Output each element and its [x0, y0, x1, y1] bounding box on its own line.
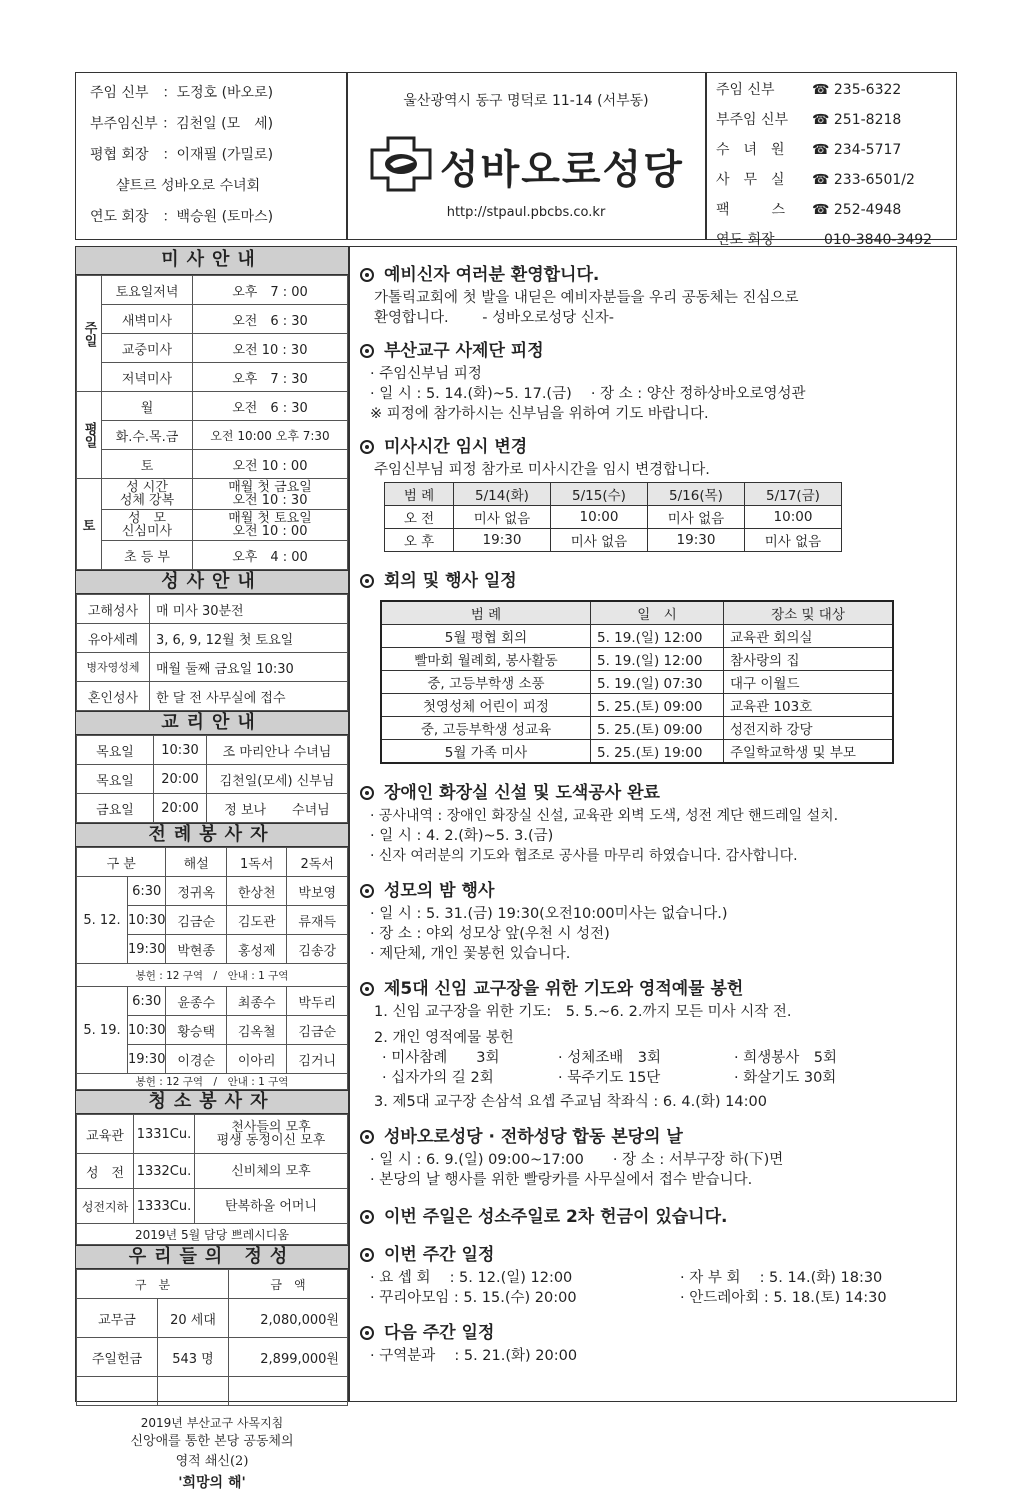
nextweek-line: · 구역분과 : 5. 21.(화) 20:00 [370, 1348, 578, 1364]
liturgy-person: 김금순 [166, 906, 227, 935]
mt-cell: 19:30 [648, 529, 745, 552]
offering-amount: 2,899,000원 [229, 1338, 348, 1377]
sacrament-name: 고해성사 [77, 595, 150, 624]
liturgy-person: 류재득 [287, 906, 348, 935]
mt-head: 5/15(수) [551, 483, 648, 506]
ev-time: 5. 25.(토) 09:00 [591, 694, 724, 717]
cleaning-place: 교육관 [77, 1115, 134, 1154]
bullet-icon [360, 1248, 374, 1262]
liturgy-note: 봉헌 : 12 구역 / 안내 : 1 구역 [77, 964, 348, 987]
liturgy-date: 5. 19. [77, 987, 128, 1074]
bullet-icon [360, 440, 374, 454]
cate-teacher: 김천일(모세) 신부님 [207, 765, 348, 794]
bishop-line: 1. 신임 교구장을 위한 기도: 5. 5.~6. 2.까지 모든 미사 시작 전. [374, 1004, 792, 1020]
mass-name: 저녁미사 [102, 363, 193, 392]
offering-title: 우리들의 정성 [76, 1245, 348, 1269]
ev-name: 첫영성체 어린이 피정 [381, 694, 591, 717]
offering-table [76, 1269, 348, 1406]
liturgy-person: 한상천 [226, 877, 287, 906]
offering-count: 20 세대 [158, 1299, 229, 1338]
bishop-line: 2. 개인 영적예물 봉헌 [374, 1030, 514, 1046]
contact-row: 사 무 실 ☎ 233-6501/2 [716, 165, 952, 195]
liturgy-person: 김옥철 [226, 1016, 287, 1045]
sacrament-name: 혼인성사 [77, 682, 150, 711]
liturgy-time: 19:30 [128, 935, 166, 964]
bullet-icon [360, 268, 374, 282]
mass-time: 오후 7 : 00 [193, 276, 348, 305]
mass-name: 초 등 부 [102, 541, 193, 570]
ev-time: 5. 19.(일) 12:00 [591, 625, 724, 648]
church-url[interactable]: http://stpaul.pbcbs.co.kr [446, 205, 606, 220]
contact-value: ☎ 235-6322 [812, 82, 902, 98]
liturgy-person: 박두리 [287, 987, 348, 1016]
contact-row: 수 녀 원 ☎ 234-5717 [716, 135, 952, 165]
mass-name: 새벽미사 [102, 305, 193, 334]
liturgy-head: 해설 [166, 848, 227, 877]
marian-line: · 제단체, 개인 꽃봉헌 있습니다. [370, 946, 571, 962]
section-heading: 예비신자 여러분 환영합니다. [360, 262, 950, 288]
mass-time: 오후 7 : 30 [193, 363, 348, 392]
liturgy-person: 황승택 [166, 1016, 227, 1045]
mass-name: 성 시간 성체 강복 [102, 479, 193, 510]
mass-time: 오전 6 : 30 [193, 392, 348, 421]
sacrament-info: 매월 둘째 금요일 10:30 [150, 653, 348, 682]
mass-time: 오전 10 : 30 [193, 334, 348, 363]
mass-time: 오전 10:00 오후 7:30 [193, 421, 348, 450]
cleaning-pr: 신비체의 모후 [195, 1154, 348, 1189]
motto [76, 1406, 348, 1494]
church-logo [370, 136, 432, 192]
liturgy-person: 김송강 [287, 935, 348, 964]
sacrament-title: 성사안내 [76, 570, 348, 594]
staff-pastor: 주임 신부 ：도정호 (바오로) [90, 85, 274, 101]
cleaning-note: 2019년 5월 담당 쁘레시디움 [77, 1224, 348, 1245]
thisweek-row: · 꾸리아모임 : 5. 15.(수) 20:00 · 안드레아회 : 5. 18.(토) 14:30 [370, 1290, 887, 1306]
mt-cell: 미사 없음 [454, 506, 551, 529]
mt-cell: 미사 없음 [648, 506, 745, 529]
main-content [360, 262, 950, 1366]
offering-head: 구 분 [77, 1270, 229, 1299]
cleaning-cu: 1332Cu. [134, 1154, 195, 1189]
staff-associate: 부주임신부 ：김천일 (모 세) [90, 116, 274, 132]
marian-line: · 일 시 : 5. 31.(금) 19:30(오전10:00미사는 없습니다.) [370, 906, 728, 922]
gift-row: · 미사참례 3회 · 성체조배 3회 · 희생봉사 5회 [382, 1050, 837, 1066]
liturgy-head: 구 분 [77, 848, 166, 877]
section-heading: 이번 주간 일정 [360, 1242, 950, 1268]
cleaning-cu: 1331Cu. [134, 1115, 195, 1154]
sacrament-name: 병자영성체 [77, 653, 150, 682]
construction-line: · 신자 여러분의 기도와 협조로 공사를 마무리 하였습니다. 감사합니다. [370, 848, 798, 864]
bishop-line: 3. 제5대 교구장 손삼석 요셉 주교님 착좌식 : 6. 4.(화) 14:00 [374, 1094, 767, 1110]
gift-row: · 십자가의 길 2회 · 묵주기도 15단 · 화살기도 30회 [382, 1070, 837, 1086]
mass-name: 토 [102, 450, 193, 479]
sacrament-info: 매 미사 30분전 [150, 595, 348, 624]
cleaning-table [76, 1114, 348, 1245]
liturgy-note: 봉헌 : 12 구역 / 안내 : 1 구역 [77, 1074, 348, 1090]
events-table [380, 600, 894, 764]
liturgy-time: 6:30 [128, 987, 166, 1016]
ev-place: 교육관 회의실 [724, 625, 894, 648]
mt-head: 범 례 [385, 483, 454, 506]
cate-time: 10:30 [154, 736, 207, 765]
offering-head: 금 액 [229, 1270, 348, 1299]
mt-head: 5/14(화) [454, 483, 551, 506]
offering-blank [229, 1377, 348, 1406]
marian-line: · 장 소 : 야외 성모상 앞(우천 시 성전) [370, 926, 610, 942]
mt-cell: 오 후 [385, 529, 454, 552]
cate-day: 금요일 [77, 794, 154, 823]
header-divider-right [705, 72, 707, 240]
retreat-line: · 일 시 : 5. 14.(화)~5. 17.(금) · 장 소 : 양산 정하상바오로영성관 [370, 386, 806, 402]
header-contacts [716, 75, 952, 255]
bullet-icon [360, 1130, 374, 1144]
weekday-label: 평일 [77, 392, 102, 479]
ev-place: 대구 이월드 [724, 671, 894, 694]
bullet-icon [360, 574, 374, 588]
sacrament-table [76, 594, 348, 711]
mass-table [76, 275, 348, 570]
mass-name: 교중미사 [102, 334, 193, 363]
offering-blank [77, 1377, 158, 1406]
contact-value: ☎ 252-4948 [812, 202, 902, 218]
cleaning-pr: 천사들의 모후 평생 동정이신 모후 [195, 1115, 348, 1154]
cleaning-place: 성전지하 [77, 1189, 134, 1224]
joint-line: · 본당의 날 행사를 위한 빨랑카를 사무실에서 접수 받습니다. [370, 1172, 753, 1188]
section-heading: 회의 및 행사 일정 [360, 568, 950, 594]
bullet-icon [360, 982, 374, 996]
bullet-icon [360, 884, 374, 898]
ev-head: 일 시 [591, 601, 724, 625]
ev-place: 교육관 103호 [724, 694, 894, 717]
cleaning-title: 청소봉사자 [76, 1090, 348, 1114]
liturgy-head: 1독서 [226, 848, 287, 877]
contact-value: ☎ 234-5717 [812, 142, 902, 158]
section-heading: 미사시간 임시 변경 [360, 434, 950, 460]
mt-cell: 10:00 [745, 506, 842, 529]
thisweek-row: · 요 셉 회 : 5. 12.(일) 12:00 · 자 부 회 : 5. 14.(화) 18:30 [370, 1270, 883, 1286]
liturgy-person: 최종수 [226, 987, 287, 1016]
mt-cell: 10:00 [551, 506, 648, 529]
liturgy-time: 6:30 [128, 877, 166, 906]
motto-line: 2019년 부산교구 사목지침 [140, 1416, 284, 1430]
liturgy-person: 박현종 [166, 935, 227, 964]
ev-name: 5월 가족 미사 [381, 740, 591, 764]
bullet-icon [360, 1210, 374, 1224]
sunday-label: 주일 [77, 276, 102, 392]
ev-time: 5. 25.(토) 19:00 [591, 740, 724, 764]
liturgy-time: 10:30 [128, 906, 166, 935]
bullet-icon [360, 344, 374, 358]
liturgy-person: 홍성제 [226, 935, 287, 964]
liturgy-time: 19:30 [128, 1045, 166, 1074]
liturgy-person: 김도관 [226, 906, 287, 935]
motto-line: '희망의 해' [178, 1475, 246, 1491]
mass-title: 미사안내 [76, 247, 348, 275]
cleaning-place: 성 전 [77, 1154, 134, 1189]
ev-name: 빨마회 월례회, 봉사활동 [381, 648, 591, 671]
liturgy-head: 2독서 [287, 848, 348, 877]
sacrament-name: 유아세례 [77, 624, 150, 653]
liturgy-person: 윤종수 [166, 987, 227, 1016]
bullet-icon [360, 786, 374, 800]
church-name: 성바오로성당 [440, 147, 684, 193]
motto-line: 영적 쇄신(2) [175, 1454, 249, 1469]
church-logo-icon [370, 136, 432, 192]
body-divider [348, 246, 350, 1402]
mass-name: 화.수.목.금 [102, 421, 193, 450]
cate-teacher: 정 보나 수녀님 [207, 794, 348, 823]
sacrament-info: 3, 6, 9, 12월 첫 토요일 [150, 624, 348, 653]
section-heading: 성모의 밤 행사 [360, 878, 950, 904]
liturgy-person: 김거니 [287, 1045, 348, 1074]
construction-line: · 공사내역 : 장애인 화장실 신설, 교육관 외벽 도색, 성전 계단 핸드레일 설치. [370, 808, 839, 824]
ev-place: 참사랑의 집 [724, 648, 894, 671]
liturgy-table [76, 847, 348, 1090]
mass-name: 월 [102, 392, 193, 421]
mass-time: 매월 첫 금요일 오전 10 : 30 [193, 479, 348, 510]
mt-head: 5/16(목) [648, 483, 745, 506]
section-heading: 부산교구 사제단 피정 [360, 338, 950, 364]
ev-time: 5. 25.(토) 09:00 [591, 717, 724, 740]
mt-head: 5/17(금) [745, 483, 842, 506]
liturgy-person: 이경순 [166, 1045, 227, 1074]
cate-teacher: 조 마리안나 수녀님 [207, 736, 348, 765]
contact-value: 010-3840-3492 [824, 232, 933, 248]
offering-count: 543 명 [158, 1338, 229, 1377]
offering-kind: 교무금 [77, 1299, 158, 1338]
church-address: 울산광역시 동구 명덕로 11-14 (서부동) [403, 93, 649, 109]
ev-head: 범 례 [381, 601, 591, 625]
mt-cell: 미사 없음 [745, 529, 842, 552]
mass-time: 오전 10 : 00 [193, 450, 348, 479]
staff-sisters: 샬트르 성바오로 수녀회 [116, 178, 261, 194]
offering-kind: 주일헌금 [77, 1338, 158, 1377]
contact-value: ☎ 251-8218 [812, 112, 902, 128]
retreat-line: · 주임신부님 피정 [370, 366, 482, 382]
bullet-icon [360, 1326, 374, 1340]
cate-day: 목요일 [77, 736, 154, 765]
liturgy-time: 10:30 [128, 1016, 166, 1045]
contact-value: ☎ 233-6501/2 [812, 172, 915, 188]
liturgy-person: 김금순 [287, 1016, 348, 1045]
contact-row: 연도 회장 010-3840-3492 [716, 225, 952, 255]
masstime-line: 주임신부님 피정 참가로 미사시간을 임시 변경합니다. [374, 462, 710, 478]
cate-time: 20:00 [154, 765, 207, 794]
cate-time: 20:00 [154, 794, 207, 823]
cleaning-pr: 탄복하올 어머니 [195, 1189, 348, 1224]
welcome-line: 가톨릭교회에 첫 발을 내딛은 예비자분들을 우리 공동체는 진심으로 [374, 290, 799, 306]
mass-name: 성 모 신심미사 [102, 510, 193, 541]
ev-name: 5월 평협 회의 [381, 625, 591, 648]
liturgy-date: 5. 12. [77, 877, 128, 964]
section-heading: 다음 주간 일정 [360, 1320, 950, 1346]
staff-council: 평협 회장 ：이재필 (가밀로) [90, 147, 274, 163]
sacrament-info: 한 달 전 사무실에 접수 [150, 682, 348, 711]
ev-time: 5. 19.(일) 07:30 [591, 671, 724, 694]
contact-row: 부주임 신부 ☎ 251-8218 [716, 105, 952, 135]
ev-head: 장소 및 대상 [724, 601, 894, 625]
section-heading: 성바오로성당 · 전하성당 합동 본당의 날 [360, 1124, 950, 1150]
header-staff [90, 78, 340, 233]
masstime-table [384, 482, 842, 552]
mass-name: 토요일저녁 [102, 276, 193, 305]
mass-time: 매월 첫 토요일 오전 10 : 00 [193, 510, 348, 541]
joint-line: · 일 시 : 6. 9.(일) 09:00~17:00 · 장 소 : 서부구장 하(下)면 [370, 1152, 784, 1168]
contact-row: 주임 신부 ☎ 235-6322 [716, 75, 952, 105]
liturgy-person: 이아리 [226, 1045, 287, 1074]
sidebar [76, 247, 348, 1494]
construction-line: · 일 시 : 4. 2.(화)~5. 3.(금) [370, 828, 554, 844]
section-heading: 이번 주일은 성소주일로 2차 헌금이 있습니다. [360, 1204, 950, 1230]
mass-time: 오후 4 : 00 [193, 541, 348, 570]
liturgy-person: 정귀옥 [166, 877, 227, 906]
motto-line: 신앙애를 통한 본당 공동체의 [130, 1434, 294, 1449]
section-heading: 장애인 화장실 신설 및 도색공사 완료 [360, 780, 950, 806]
ev-name: 중, 고등부학생 소풍 [381, 671, 591, 694]
offering-amount: 2,080,000원 [229, 1299, 348, 1338]
liturgy-person: 박보영 [287, 877, 348, 906]
staff-yeondo: 연도 회장 ：백승원 (토마스) [90, 209, 274, 225]
liturgy-title: 전례봉사자 [76, 823, 348, 847]
retreat-line: ※ 피정에 참가하시는 신부님을 위하여 기도 바랍니다. [370, 406, 709, 422]
contact-row: 팩 스 ☎ 252-4948 [716, 195, 952, 225]
section-heading: 제5대 신임 교구장을 위한 기도와 영적예물 봉헌 [360, 976, 950, 1002]
mt-cell: 미사 없음 [551, 529, 648, 552]
ev-name: 중, 고등부학생 성교육 [381, 717, 591, 740]
mass-time: 오전 6 : 30 [193, 305, 348, 334]
offering-blank [158, 1377, 229, 1406]
catechism-title: 교리안내 [76, 711, 348, 735]
saturday-label: 토 [77, 479, 102, 570]
mt-cell: 오 전 [385, 506, 454, 529]
mt-cell: 19:30 [454, 529, 551, 552]
welcome-line: 환영합니다. - 성바오로성당 신자- [374, 310, 614, 326]
catechism-table [76, 735, 348, 823]
ev-time: 5. 19.(일) 12:00 [591, 648, 724, 671]
ev-place: 주일학교학생 및 부모 [724, 740, 894, 764]
cleaning-cu: 1333Cu. [134, 1189, 195, 1224]
ev-place: 성전지하 강당 [724, 717, 894, 740]
cate-day: 목요일 [77, 765, 154, 794]
